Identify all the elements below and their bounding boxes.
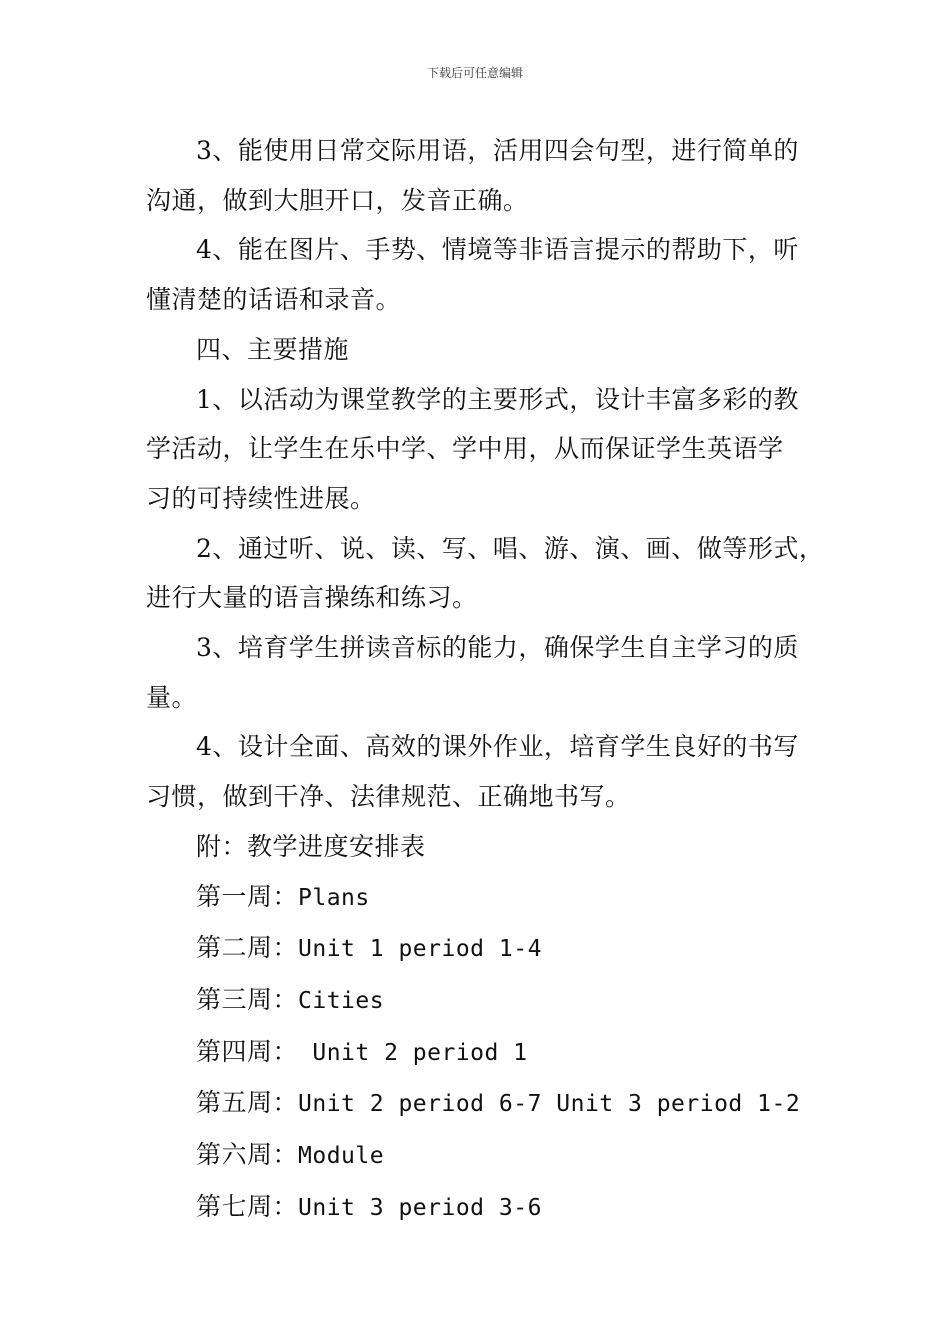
paragraph-line: 4、能在图片、手势、情境等非语言提示的帮助下，听 (196, 235, 799, 265)
week-label: 第三周： (196, 984, 299, 1014)
schedule-row (146, 923, 826, 975)
week-label: 第四周： (196, 1036, 299, 1066)
paragraph-line: 3、培育学生拼读音标的能力，确保学生自主学习的质 (196, 633, 799, 663)
section-heading: 四、主要措施 (196, 334, 350, 364)
week-label: 第一周： (196, 881, 299, 911)
schedule-heading: 附：教学进度安排表 (196, 831, 426, 861)
week-content: Plans (298, 884, 370, 911)
document-body (146, 126, 826, 1233)
paragraph-line: 量。 (146, 682, 198, 712)
paragraph-line: 2、通过听、说、读、写、唱、游、演、画、做等形式， (196, 533, 825, 563)
week-content: Module (298, 1143, 385, 1170)
paragraph-line: 学活动，让学生在乐中学、学中用，从而保证学生英语学 (146, 434, 784, 464)
schedule-row (146, 1078, 826, 1130)
week-content: Unit 2 period 6-7 Unit 3 period 1-2 (298, 1091, 801, 1118)
schedule-row (146, 1130, 826, 1182)
schedule-row (146, 975, 826, 1027)
schedule-row (146, 1182, 826, 1234)
paragraph-line: 习惯，做到干净、法律规范、正确地书写。 (146, 782, 631, 812)
paragraph-line: 懂清楚的话语和录音。 (146, 285, 402, 315)
page-header: 下载后可任意编辑 (426, 66, 523, 80)
paragraph-line: 习的可持续性进展。 (146, 483, 376, 513)
paragraph-line: 4、设计全面、高效的课外作业，培育学生良好的书写 (196, 732, 799, 762)
week-content: Unit 3 period 3-6 (298, 1194, 542, 1221)
week-content: Cities (298, 987, 385, 1014)
week-content: Unit 2 period 1 (298, 1039, 528, 1066)
paragraph-line: 沟通，做到大胆开口，发音正确。 (146, 185, 529, 215)
schedule-row (146, 1027, 826, 1079)
schedule-row (146, 872, 826, 924)
paragraph-line: 3、能使用日常交际用语，活用四会句型，进行简单的 (196, 136, 799, 165)
week-label: 第五周： (196, 1088, 299, 1118)
week-label: 第六周： (196, 1140, 299, 1170)
paragraph-line: 进行大量的语言操练和练习。 (146, 583, 478, 613)
paragraph-line: 1、以活动为课堂教学的主要形式，设计丰富多彩的教 (196, 384, 799, 414)
week-label: 第二周： (196, 933, 299, 963)
week-content: Unit 1 period 1-4 (298, 936, 542, 963)
week-label: 第七周： (196, 1191, 299, 1221)
